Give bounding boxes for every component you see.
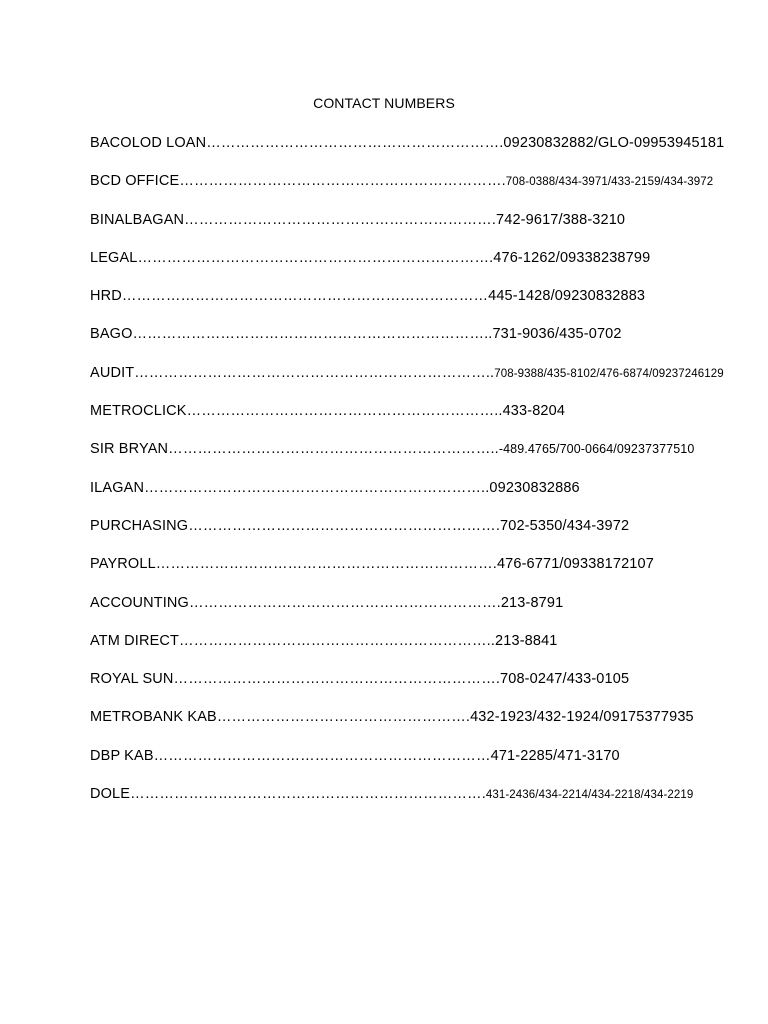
contact-label: METROBANK KAB (90, 709, 217, 726)
dot-leader: ………………………………………………………. (188, 594, 501, 611)
document-title: CONTACT NUMBERS (313, 95, 455, 111)
dot-leader: ………………………………………………………. (184, 211, 497, 228)
contact-number: 708-9388/435-8102/476-6874/09237246129 (494, 367, 724, 380)
contact-label: ROYAL SUN (90, 671, 174, 688)
contact-label: SIR BRYAN (90, 441, 169, 458)
dot-leader: ………………………………………………………………. (130, 786, 486, 803)
contact-label: BCD OFFICE (90, 173, 180, 190)
contact-number: 213-8841 (495, 632, 558, 649)
dot-leader: ……………………………………………………………. (155, 556, 497, 573)
contact-number: 476-6771/09338172107 (496, 556, 654, 573)
contact-label: ATM DIRECT (90, 632, 180, 649)
contact-number: 708-0247/433-0105 (500, 671, 630, 688)
contact-label: DOLE (90, 786, 131, 803)
contact-label: LEGAL (90, 249, 138, 266)
dot-leader: ………………………………………………………. (188, 517, 501, 534)
contact-number: 09230832886 (489, 479, 580, 496)
contact-label: DBP KAB (90, 747, 154, 764)
contact-label: METROCLICK (90, 403, 187, 420)
contact-label: BAGO (90, 326, 133, 343)
dot-leader: ……………………………………………. (216, 709, 471, 726)
contact-entry (90, 784, 694, 822)
contact-entry (90, 324, 690, 362)
contact-number: 731-9036/435-0702 (492, 326, 622, 343)
contact-label: BINALBAGAN (90, 211, 185, 228)
dot-leader: ……………………………………………………. (206, 135, 504, 151)
contact-number: 213-8791 (500, 594, 564, 611)
contact-entry (90, 478, 690, 516)
contact-entry (90, 286, 690, 324)
contact-number: 431-2436/434-2214/434-2218/434-2219 (485, 789, 694, 802)
contact-number: 432-1923/432-1924/09175377935 (470, 709, 694, 726)
contact-label: PURCHASING (90, 517, 189, 534)
contact-label: PAYROLL (90, 556, 156, 573)
contact-number: 433-8204 (502, 403, 566, 420)
contact-entry (90, 363, 724, 401)
contact-number: 09230832882/GLO-09953945181 (503, 135, 725, 151)
contact-number: -489.4765/700-0664/09237377510 (498, 442, 695, 457)
contact-entry (90, 516, 690, 554)
dot-leader: ………………………………………………………………. (137, 249, 494, 266)
contact-entry (90, 133, 725, 171)
contact-number: 702-5350/434-3972 (500, 517, 630, 534)
contact-entry (90, 248, 690, 286)
contact-number: 708-0388/434-3971/433-2159/434-3972 (505, 176, 714, 189)
contact-number: 476-1262/09338238799 (493, 249, 651, 266)
dot-leader: …………………………………………………………….. (144, 479, 490, 496)
dot-leader: …………………………………………………………. (179, 173, 506, 190)
dot-leader: …………………………………………………………. (173, 671, 501, 688)
dot-leader: …………………………………………………………… (153, 747, 491, 764)
dot-leader: ……………………………………………………………….. (134, 364, 495, 381)
contact-label: BACOLOD LOAN (90, 135, 207, 151)
contact-label: ACCOUNTING (90, 594, 189, 611)
contact-number: 742-9617/388-3210 (496, 211, 626, 228)
dot-leader: ………………………………………………………………… (121, 288, 489, 305)
contact-entry (90, 554, 690, 592)
dot-leader: ………………………………………………………….. (168, 441, 499, 458)
contact-entry (90, 631, 690, 669)
contact-entry (90, 171, 714, 209)
contact-entry (90, 210, 690, 248)
contact-entry (90, 439, 695, 477)
dot-leader: ……………………………………………………….. (179, 632, 496, 649)
dot-leader: ……………………………………………………….. (186, 403, 503, 420)
contact-list (90, 133, 725, 822)
contact-entry (90, 401, 690, 439)
contact-label: HRD (90, 288, 122, 305)
dot-leader: ……………………………………………………………….. (132, 326, 493, 343)
contact-label: AUDIT (90, 364, 135, 381)
contact-entry (90, 707, 694, 745)
contact-entry (90, 746, 690, 784)
contact-number: 445-1428/09230832883 (488, 288, 646, 305)
contact-entry (90, 669, 690, 707)
contact-label: ILAGAN (90, 479, 145, 496)
contact-number: 471-2285/471-3170 (490, 747, 620, 764)
contact-entry (90, 593, 690, 631)
